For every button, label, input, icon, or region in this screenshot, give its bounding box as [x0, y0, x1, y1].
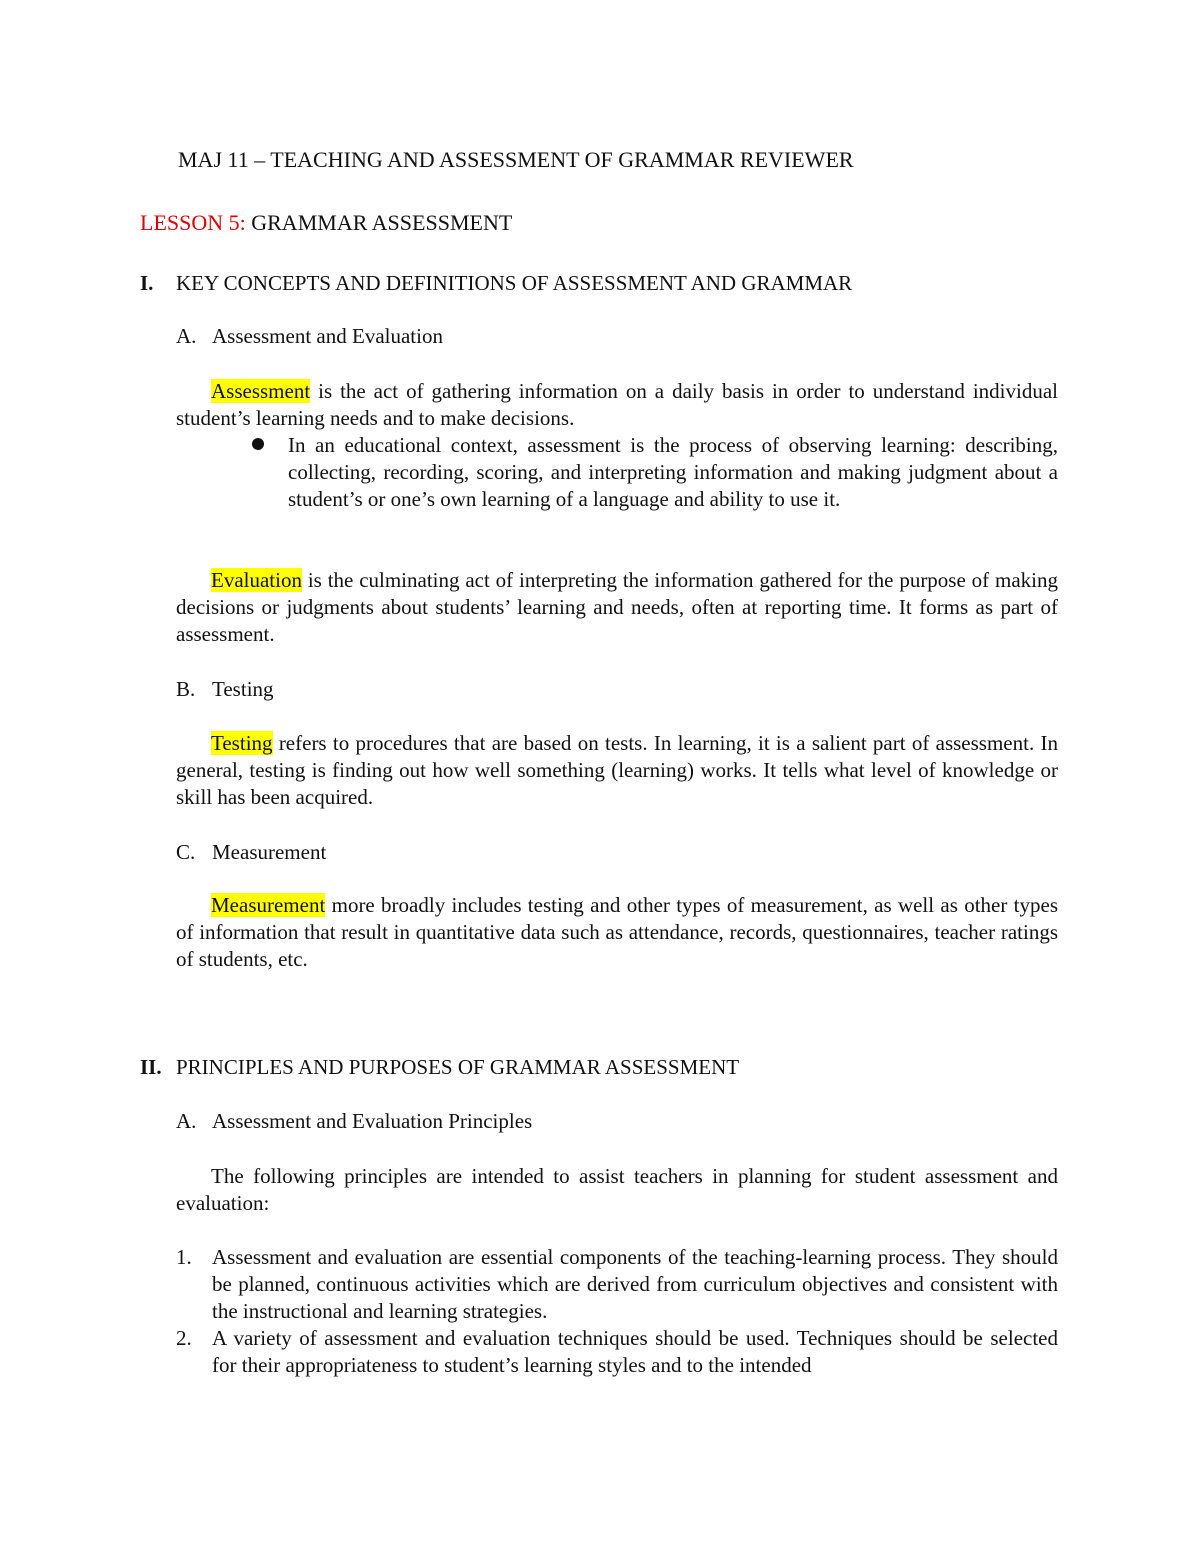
term-measurement: Measurement [211, 893, 326, 917]
principles-intro-text: The following principles are intended to assist teachers in planning for student assessment and evaluation: [176, 1164, 1058, 1215]
assessment-definition [176, 378, 1058, 432]
list-item-number: 1. [176, 1245, 192, 1269]
term-assessment: Assessment [211, 379, 311, 403]
subsection-1c-heading [176, 839, 326, 866]
bullet-icon [252, 438, 264, 450]
list-item [176, 1244, 1058, 1325]
section-1-title: KEY CONCEPTS AND DEFINITIONS OF ASSESSMENT AND GRAMMAR [176, 271, 853, 295]
measurement-definition [176, 892, 1058, 973]
term-testing: Testing [211, 731, 273, 755]
subsection-1b-title: Testing [212, 677, 274, 701]
list-item-text: A variety of assessment and evaluation techniques should be used. Techniques should be selected for their appropriateness to student’s learning styles and to the intended [212, 1326, 1058, 1377]
subsection-1c-title: Measurement [212, 840, 327, 864]
lesson-label: LESSON 5: [140, 210, 246, 235]
testing-definition-text: refers to procedures that are based on tests. In learning, it is a salient part of assessment. In general, testing is finding out how well something (learning) works. It tells what level of knowledge or skill has been acquired. [176, 731, 1058, 809]
section-1-number: I. [140, 271, 154, 295]
term-evaluation: Evaluation [211, 568, 302, 592]
section-2-title: PRINCIPLES AND PURPOSES OF GRAMMAR ASSESSMENT [176, 1055, 740, 1079]
subsection-1b-letter: B. [176, 677, 196, 701]
subsection-2a-title: Assessment and Evaluation Principles [212, 1109, 533, 1133]
evaluation-definition [176, 567, 1058, 648]
subsection-1a-heading [176, 323, 443, 350]
subsection-1b-heading [176, 676, 274, 703]
subsection-1a-title: Assessment and Evaluation [212, 324, 443, 348]
section-2-number: II. [140, 1055, 162, 1079]
list-item-number: 2. [176, 1326, 192, 1350]
assessment-definition-text: is the act of gathering information on a daily basis in order to understand individual student’s learning needs and to make decisions. [176, 379, 1058, 430]
evaluation-definition-text: is the culminating act of interpreting the information gathered for the purpose of making decisions or judgments about students’ learning and needs, often at reporting time. It forms as part of assessment. [176, 568, 1058, 646]
section-1-heading [140, 270, 852, 297]
subsection-1a-letter: A. [176, 324, 197, 348]
lesson-title: GRAMMAR ASSESSMENT [251, 210, 513, 235]
measurement-definition-text: more broadly includes testing and other types of measurement, as well as other types of information that result in quantitative data such as attendance, records, questionnaires, teacher ratings of students, etc. [176, 893, 1058, 971]
lesson-heading [140, 209, 512, 236]
subsection-2a-letter: A. [176, 1109, 197, 1133]
subsection-1c-letter: C. [176, 840, 196, 864]
assessment-bullet: In an educational context, assessment is the process of observing learning: describing, collecting, recording, scoring, and interpreting information and making judgment about a student’s or one’s own learning of a language and ability to use it. [288, 433, 1058, 511]
testing-definition [176, 730, 1058, 811]
section-2-heading [140, 1054, 739, 1081]
list-item-text: Assessment and evaluation are essential components of the teaching-learning process. They should be planned, continuous activities which are derived from curriculum objectives and consistent with the instructional and learning strategies. [212, 1245, 1058, 1323]
document-title: MAJ 11 – TEACHING AND ASSESSMENT OF GRAMMAR REVIEWER [178, 147, 854, 172]
subsection-2a-heading [176, 1108, 532, 1135]
principles-intro [176, 1163, 1058, 1217]
list-item [176, 1325, 1058, 1379]
